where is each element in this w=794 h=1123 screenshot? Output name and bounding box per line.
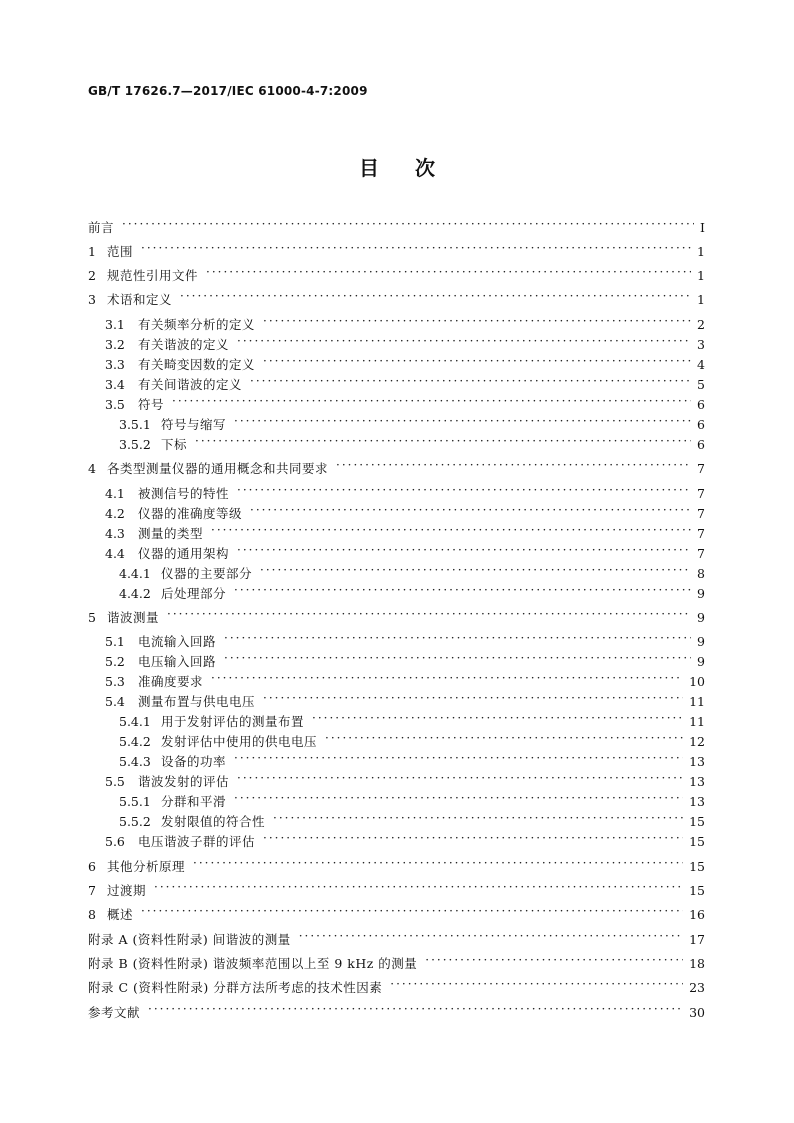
toc-entry[interactable]: [88, 631, 705, 651]
toc-entry-page: 6: [697, 436, 705, 452]
toc-entry[interactable]: [88, 374, 705, 394]
toc-leader-dots: [141, 244, 691, 258]
toc-entry-number: 5.4.2: [119, 733, 151, 749]
toc-leader-dots: [224, 634, 691, 648]
toc-entry-number: 3.5.1: [119, 416, 151, 432]
toc-leader-dots: [237, 486, 691, 500]
toc-leader-dots: [237, 546, 691, 560]
toc-entry-title: 发射限值的符合性: [161, 814, 266, 829]
toc-entry-number: 2: [88, 267, 96, 283]
toc-entry-number: 4: [88, 460, 96, 476]
toc-entry[interactable]: [88, 523, 705, 543]
toc-entry-number: 5.5: [105, 773, 125, 789]
toc-entry-number: 8: [88, 906, 96, 922]
toc-entry-number: 5.5.2: [119, 813, 151, 829]
toc-entry-number: 3.4: [105, 376, 125, 392]
toc-entry-page: 15: [689, 833, 705, 849]
toc-entry-page: 1: [697, 243, 705, 259]
toc-leader-dots: [141, 907, 683, 921]
toc-entry-page: 16: [689, 906, 705, 922]
toc-entry-title: 测量布置与供电电压: [138, 694, 256, 709]
toc-leader-dots: [180, 292, 691, 306]
toc-entry-title: 被测信号的特性: [138, 486, 230, 501]
toc-leader-dots: [263, 357, 691, 371]
toc-entry[interactable]: [88, 671, 705, 691]
toc-entry-number: 5.4: [105, 693, 125, 709]
toc-entry[interactable]: [88, 791, 705, 811]
toc-entry[interactable]: [88, 265, 705, 285]
toc-entry-page: 7: [697, 545, 705, 561]
toc-leader-dots: [273, 814, 683, 828]
toc-leader-dots: [195, 437, 691, 451]
toc-leader-dots: [172, 397, 691, 411]
toc-entry-page: 4: [697, 356, 705, 372]
toc-leader-dots: [299, 932, 683, 946]
toc-entry-page: 7: [697, 505, 705, 521]
toc-entry-page: 17: [689, 931, 705, 947]
toc-entry-number: 7: [88, 882, 96, 898]
toc-leader-dots: [167, 610, 691, 624]
toc-leader-dots: [234, 794, 683, 808]
toc-leader-dots: [312, 714, 683, 728]
toc-entry[interactable]: [88, 771, 705, 791]
toc-entry-title: 有关谐波的定义: [138, 337, 230, 352]
toc-leader-dots: [263, 317, 691, 331]
toc-entry-page: 1: [697, 267, 705, 283]
toc-entry[interactable]: [88, 241, 705, 261]
toc-entry-page: 13: [689, 793, 705, 809]
toc-entry-number: 5.4.1: [119, 713, 151, 729]
toc-entry-title: 符号与缩写: [161, 417, 227, 432]
toc-entry[interactable]: [88, 607, 705, 627]
toc-entry[interactable]: [88, 904, 705, 924]
toc-entry[interactable]: [88, 977, 705, 997]
toc-entry-page: 7: [697, 460, 705, 476]
toc-entry-page: 30: [689, 1004, 705, 1020]
toc-entry-number: 4.4: [105, 545, 125, 561]
toc-leader-dots: [193, 859, 683, 873]
toc-entry-title: 谐波发射的评估: [138, 774, 230, 789]
toc-entry[interactable]: [88, 811, 705, 831]
toc-leader-dots: [154, 883, 683, 897]
toc-entry-title: 有关频率分析的定义: [138, 317, 256, 332]
toc-entry[interactable]: [88, 217, 705, 237]
toc-leader-dots: [250, 506, 691, 520]
toc-entry[interactable]: [88, 543, 705, 563]
toc-entry-title: 后处理部分: [161, 586, 227, 601]
toc-entry[interactable]: [88, 691, 705, 711]
toc-entry-page: 7: [697, 525, 705, 541]
toc-entry-number: 4.4.1: [119, 565, 151, 581]
toc-leader-dots: [237, 337, 691, 351]
toc-entry-title: 附录 B (资料性附录) 谐波频率范围以上至 9 kHz 的测量: [88, 956, 418, 971]
toc-entry-title: 规范性引用文件: [107, 268, 199, 283]
toc-entry-title: 前言: [88, 220, 115, 235]
toc-entry-page: 5: [697, 376, 705, 392]
toc-entry-page: 15: [689, 882, 705, 898]
toc-entry-page: 13: [689, 773, 705, 789]
toc-entry[interactable]: [88, 394, 705, 414]
toc-entry-title: 参考文献: [88, 1005, 141, 1020]
toc-entry-number: 5.2: [105, 653, 125, 669]
toc-entry-page: 3: [697, 336, 705, 352]
toc-leader-dots: [234, 417, 691, 431]
toc-entry[interactable]: [88, 731, 705, 751]
toc-entry[interactable]: [88, 583, 705, 603]
toc-leader-dots: [425, 956, 683, 970]
toc-leader-dots: [237, 774, 683, 788]
toc-entry-page: 6: [697, 396, 705, 412]
toc-entry[interactable]: [88, 314, 705, 334]
toc-entry-title: 仪器的通用架构: [138, 546, 230, 561]
toc-entry-title: 分群和平滑: [161, 794, 227, 809]
toc-entry[interactable]: [88, 880, 705, 900]
toc-entry-title: 有关间谐波的定义: [138, 377, 243, 392]
toc-entry-title: 过渡期: [107, 883, 147, 898]
toc-entry[interactable]: [88, 563, 705, 583]
toc-entry-page: 9: [697, 633, 705, 649]
toc-entry-title: 其他分析原理: [107, 859, 186, 874]
toc-entry[interactable]: [88, 929, 705, 949]
toc-entry-number: 6: [88, 858, 96, 874]
toc-entry-page: 18: [689, 955, 705, 971]
toc-entry-number: 5.5.1: [119, 793, 151, 809]
toc-entry[interactable]: [88, 1002, 705, 1022]
toc-entry-page: Ⅰ: [700, 219, 705, 235]
toc-entry-number: 5: [88, 609, 96, 625]
page-title: 目次: [359, 156, 471, 180]
toc-entry-page: 11: [689, 693, 705, 709]
toc-entry[interactable]: [88, 751, 705, 771]
toc-entry-page: 23: [689, 979, 705, 995]
toc-leader-dots: [234, 754, 683, 768]
toc-entry[interactable]: [88, 711, 705, 731]
toc-entry-number: 4.3: [105, 525, 125, 541]
toc-entry[interactable]: [88, 953, 705, 973]
toc-entry-title: 附录 A (资料性附录) 间谐波的测量: [88, 932, 291, 947]
toc-entry-title: 准确度要求: [138, 674, 204, 689]
toc-entry-page: 1: [697, 291, 705, 307]
toc-entry-number: 5.4.3: [119, 753, 151, 769]
standard-code: GB/T 17626.7—2017/IEC 61000-4-7:2009: [88, 84, 368, 98]
toc-entry-page: 15: [689, 813, 705, 829]
toc-entry-number: 3.5.2: [119, 436, 151, 452]
toc-entry-title: 附录 C (资料性附录) 分群方法所考虑的技术性因素: [88, 980, 383, 995]
toc-entry-page: 9: [697, 585, 705, 601]
toc-entry[interactable]: [88, 434, 705, 454]
toc-entry-title: 下标: [161, 437, 188, 452]
toc-entry[interactable]: [88, 831, 705, 851]
toc-entry-title: 设备的功率: [161, 754, 227, 769]
toc-entry-title: 电压谐波子群的评估: [138, 834, 256, 849]
toc-entry-number: 4.1: [105, 485, 125, 501]
toc-leader-dots: [325, 734, 683, 748]
toc-entry-title: 符号: [138, 397, 165, 412]
toc-entry-title: 有关畸变因数的定义: [138, 357, 256, 372]
toc-entry[interactable]: [88, 503, 705, 523]
toc-entry-page: 6: [697, 416, 705, 432]
toc-entry[interactable]: [88, 289, 705, 309]
toc-entry-number: 3.5: [105, 396, 125, 412]
toc-leader-dots: [263, 834, 683, 848]
toc-entry-title: 谐波测量: [107, 610, 160, 625]
toc-entry-title: 电流输入回路: [138, 634, 217, 649]
toc-entry-page: 2: [697, 316, 705, 332]
toc-leader-dots: [224, 654, 691, 668]
toc-entry-number: 5.1: [105, 633, 125, 649]
toc-entry-page: 11: [689, 713, 705, 729]
toc-entry-number: 1: [88, 243, 96, 259]
toc-entry[interactable]: [88, 651, 705, 671]
toc-entry-number: 5.3: [105, 673, 125, 689]
toc-leader-dots: [234, 586, 691, 600]
toc-entry-page: 12: [689, 733, 705, 749]
toc-leader-dots: [260, 566, 691, 580]
toc-leader-dots: [211, 674, 683, 688]
toc-entry-title: 各类型测量仪器的通用概念和共同要求: [107, 461, 329, 476]
toc-leader-dots: [390, 980, 683, 994]
toc-leader-dots: [263, 694, 683, 708]
toc-entry[interactable]: [88, 354, 705, 374]
toc-entry-title: 仪器的准确度等级: [138, 506, 243, 521]
toc-entry-page: 10: [689, 673, 705, 689]
toc-leader-dots: [148, 1005, 683, 1019]
toc-entry-number: 5.6: [105, 833, 125, 849]
toc-entry-title: 用于发射评估的测量布置: [161, 714, 305, 729]
toc-entry-number: 3: [88, 291, 96, 307]
toc-leader-dots: [122, 220, 694, 234]
toc-entry-page: 15: [689, 858, 705, 874]
toc-entry-title: 发射评估中使用的供电电压: [161, 734, 318, 749]
toc-entry-title: 范围: [107, 244, 134, 259]
toc-entry-number: 4.4.2: [119, 585, 151, 601]
toc-entry-title: 电压输入回路: [138, 654, 217, 669]
toc-leader-dots: [250, 377, 691, 391]
toc-leader-dots: [206, 268, 691, 282]
toc-entry[interactable]: [88, 414, 705, 434]
toc-leader-dots: [336, 461, 691, 475]
toc-entry-page: 7: [697, 485, 705, 501]
toc-entry-number: 4.2: [105, 505, 125, 521]
toc-entry[interactable]: [88, 856, 705, 876]
toc-entry-page: 8: [697, 565, 705, 581]
toc-entry-page: 9: [697, 653, 705, 669]
toc-entry-number: 3.3: [105, 356, 125, 372]
toc-entry-number: 3.1: [105, 316, 125, 332]
toc-entry[interactable]: [88, 483, 705, 503]
toc-entry[interactable]: [88, 458, 705, 478]
toc-entry-title: 术语和定义: [107, 292, 173, 307]
toc-entry-title: 测量的类型: [138, 526, 204, 541]
toc-leader-dots: [211, 526, 691, 540]
toc-entry-page: 13: [689, 753, 705, 769]
toc-entry[interactable]: [88, 334, 705, 354]
toc-entry-title: 概述: [107, 907, 134, 922]
toc-entry-page: 9: [697, 609, 705, 625]
toc-entry-title: 仪器的主要部分: [161, 566, 253, 581]
toc-entry-number: 3.2: [105, 336, 125, 352]
